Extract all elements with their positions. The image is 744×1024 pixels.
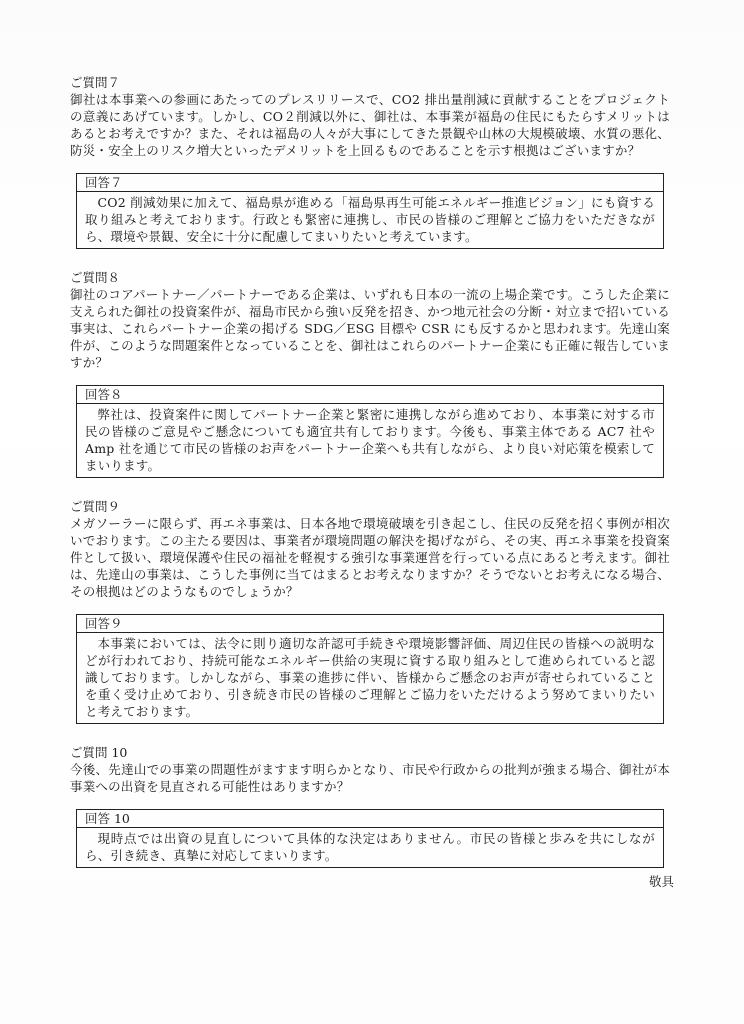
- qa-content: [70, 74, 670, 888]
- answer-box: [76, 614, 664, 724]
- qa-block-9: [70, 498, 670, 724]
- question-heading: ご質問８: [70, 270, 121, 285]
- question-text: 今後、先達山での事業の問題性がますます明らかとなり、市民や行政からの批判が強まる場合、御社が本事業への出資を見直される可能性はありますか？: [70, 762, 670, 794]
- answer-text: 弊社は、投資案件に関してパートナー企業と緊密に連携しながら進めており、本事業に対する市民の皆様のご意見やご懸念についても適宜共有しております。今後も、事業主体である AC7 社や Amp 社を通じて市民の皆様のお声をパートナー企業へも共有しながら、より良い対応策を模索してまいります。: [85, 407, 655, 473]
- answer-label: 回答８: [77, 386, 663, 404]
- answer-text: CO2 削減効果に加えて、福島県が進める「福島県再生可能エネルギー推進ビジョン」にも資する取り組みと考えております。行政とも緊密に連携し、市民の皆様のご理解とご協力をいただきながら、環境や景観、安全に十分に配慮してまいりたいと考えています。: [85, 195, 655, 244]
- answer-label: 回答 10: [77, 810, 663, 828]
- qa-block-8: [70, 269, 670, 478]
- answer-box: [76, 385, 664, 478]
- question-heading: ご質問９: [70, 499, 121, 514]
- answer-label: 回答９: [77, 615, 663, 633]
- answer-text: 現時点では出資の見直しについて具体的な決定はありません。市民の皆様と歩みを共にしながら、引き続き、真摯に対応してまいります。: [85, 831, 655, 863]
- question-heading: ご質問 10: [70, 745, 128, 760]
- question-text: 御社のコアパートナー／パートナーである企業は、いずれも日本の一流の上場企業です。こうした企業に支えられた御社の投資案件が、福島市民から強い反発を招き、かつ地元社会の分断・対立まで招いている事実は、これらパートナー企業の掲げる SDG／ESG 目標や CSR にも反するかと思われます。先達山案件が、このような問題案件となっていることを、御社はこれらのパートナー企業にも正確に報告していますか？: [70, 287, 670, 370]
- question-text: メガソーラーに限らず、再エネ事業は、日本各地で環境破壊を引き起こし、住民の反発を招く事例が相次いでおります。この主たる要因は、事業者が環境問題の解決を掲げながら、その実、再エネ事業を投資案件として扱い、環境保護や住民の福祉を軽視する強引な事業運営を行っている点にあると考えます。御社は、先達山の事業は、こうした事例に当てはまるとお考えなりますか？そうでないとお考えになる場合、その根拠はどのようなものでしょうか？: [70, 516, 670, 599]
- closing-salutation: 敬具: [648, 874, 674, 889]
- answer-label: 回答７: [77, 174, 663, 192]
- answer-text: 本事業においては、法令に則り適切な許認可手続きや環境影響評価、周辺住民の皆様への説明などが行われており、持続可能なエネルギー供給の実現に資する取り組みとして進められていると認識しております。しかしながら、事業の進捗に伴い、皆様からご懸念のお声が寄せられていることを重く受け止めており、引き続き市民の皆様のご理解とご協力をいただけるよう努めてまいりたいと考えております。: [85, 636, 655, 719]
- answer-box: [76, 173, 664, 249]
- question-heading: ご質問７: [70, 75, 121, 90]
- qa-block-10: [70, 744, 670, 868]
- question-text: 御社は本事業への参画にあたってのプレスリリースで、CO2 排出量削減に貢献することをプロジェクトの意義にあげています。しかし、CO２削減以外に、御社は、本事業が福島の住民にもたらすメリットはあるとお考えですか？また、それは福島の人々が大事にしてきた景観や山林の大規模破壊、水質の悪化、防災・安全上のリスク増大といったデメリットを上回るものであることを示す根拠はございますか？: [70, 92, 670, 158]
- answer-box: [76, 809, 664, 868]
- qa-block-7: [70, 74, 670, 249]
